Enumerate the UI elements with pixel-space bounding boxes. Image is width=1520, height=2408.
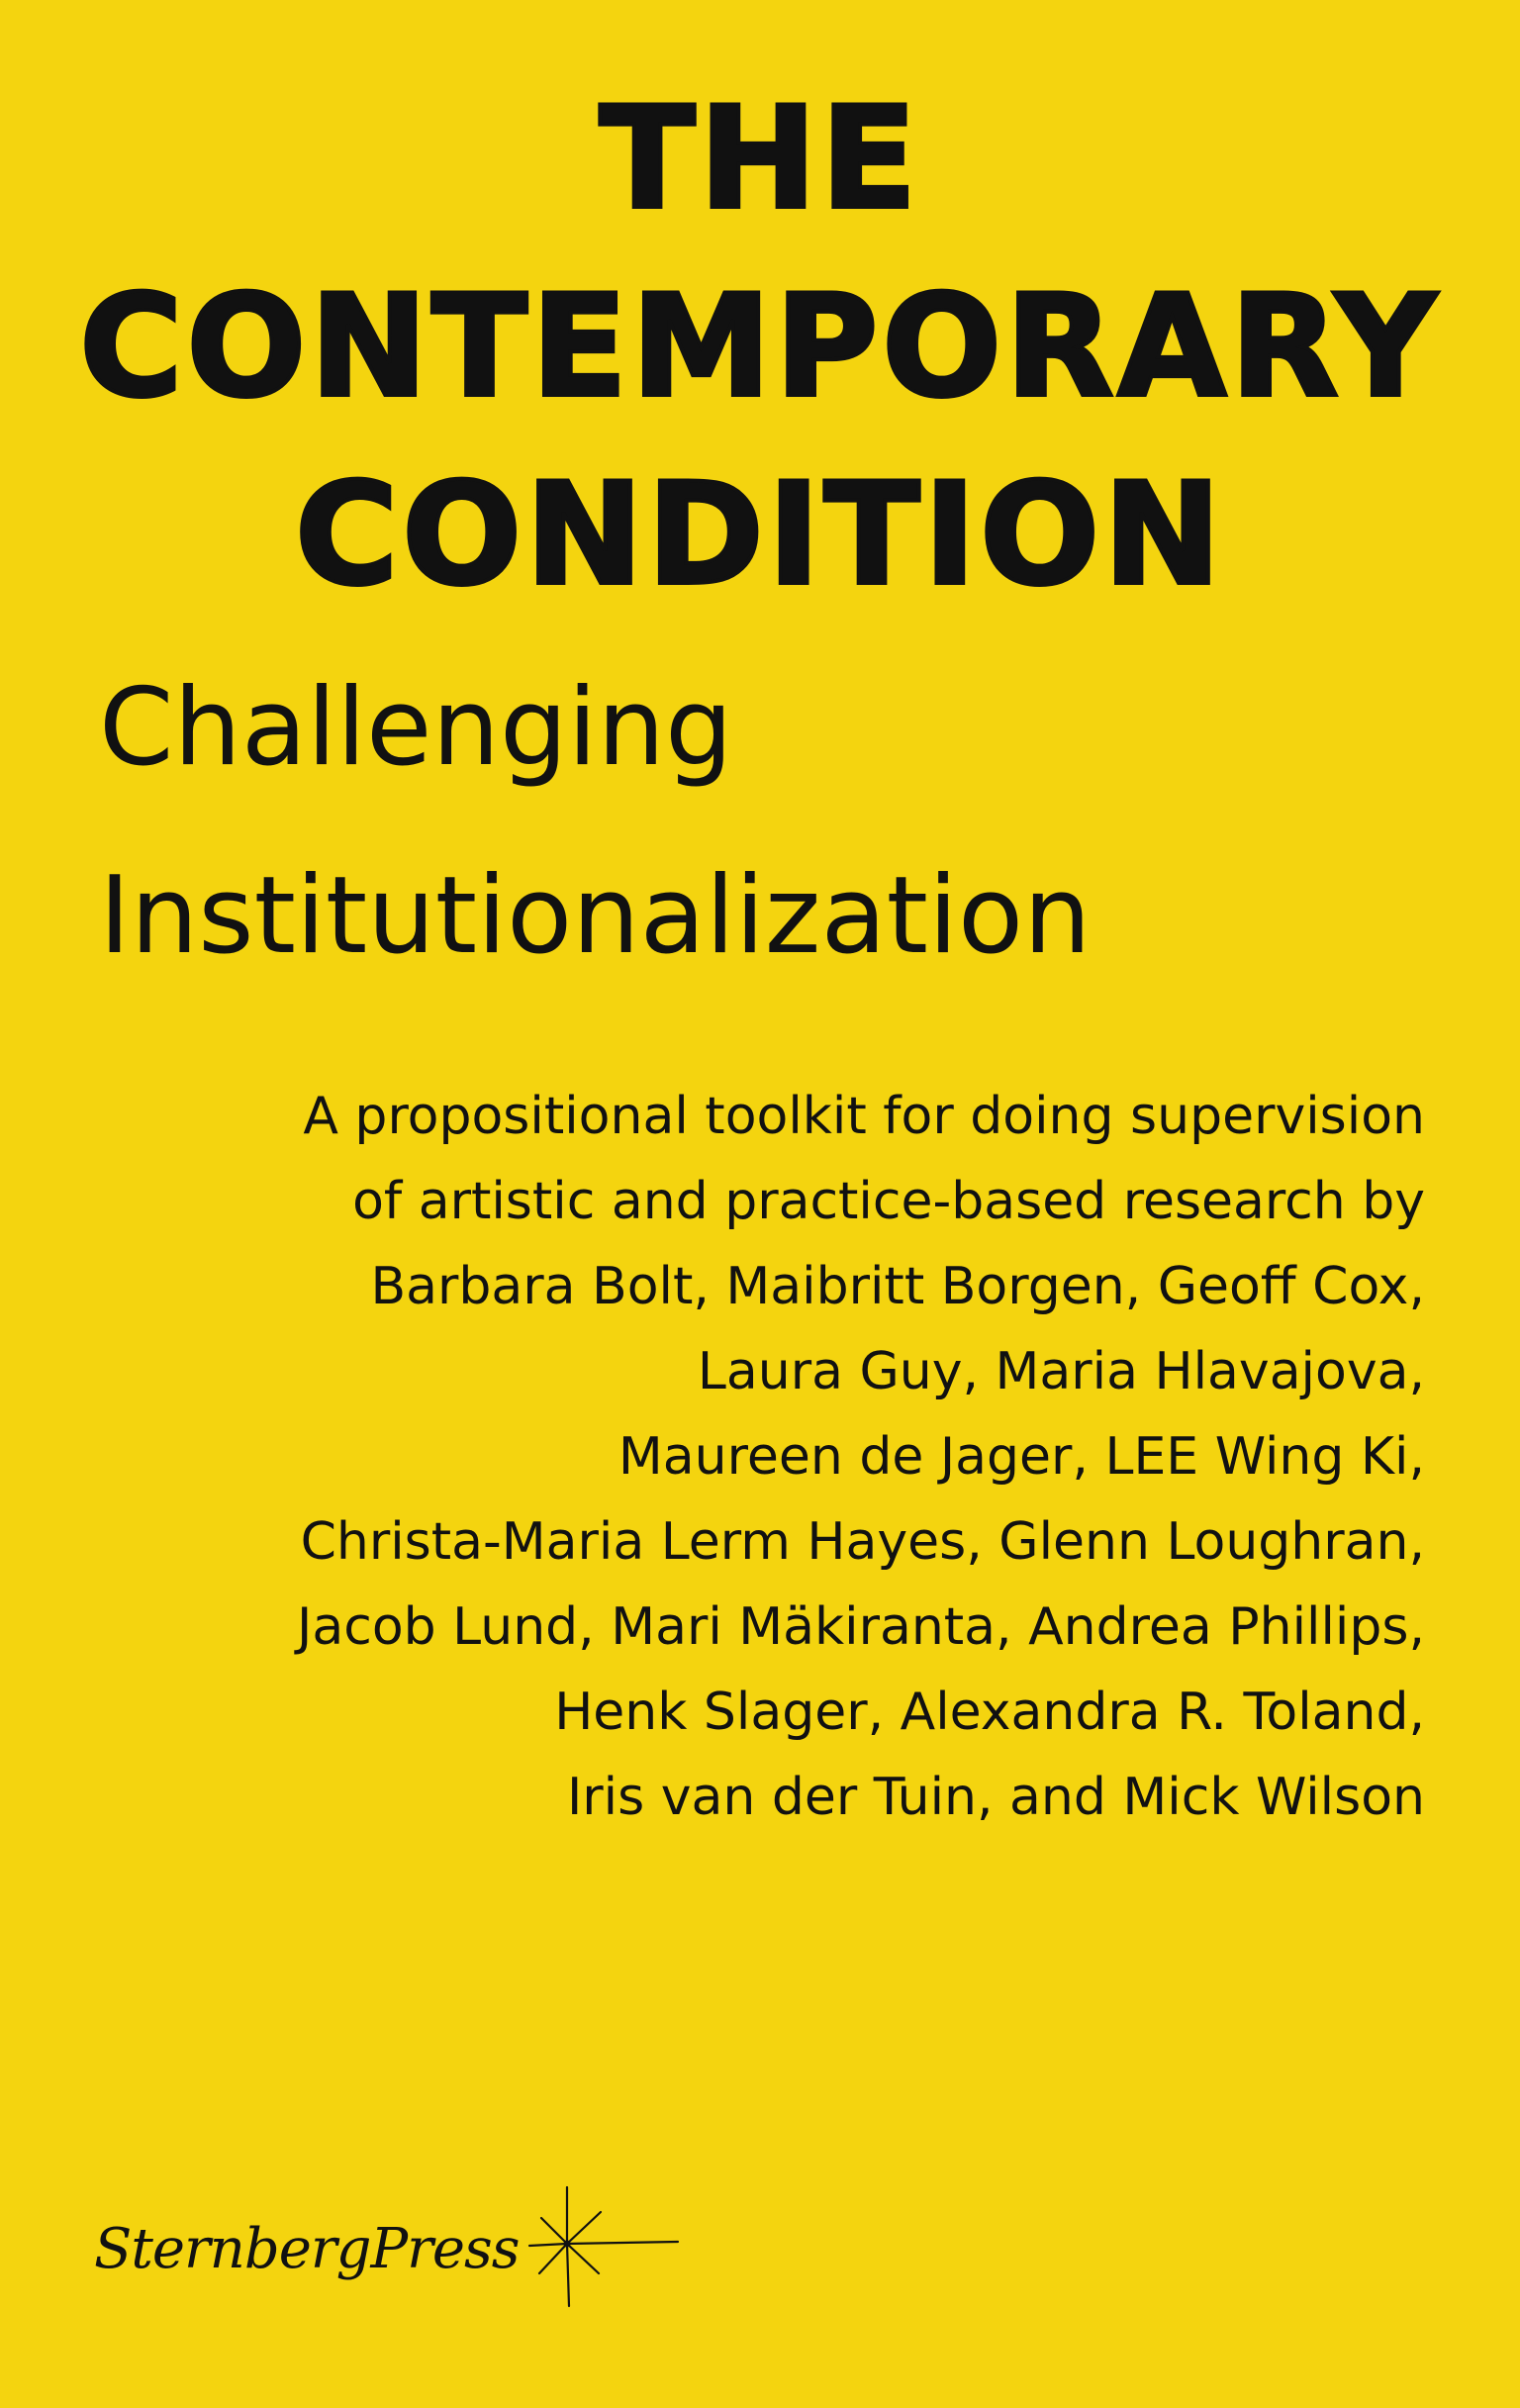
series-title-line-3: CONDITION [295, 453, 1225, 617]
description-line: Christa-Maria Lerm Hayes, Glenn Loughran, [300, 1512, 1425, 1572]
description-line: Henk Slager, Alexandra R. Toland, [554, 1683, 1425, 1742]
description-line: Jacob Lund, Mari Mäkiranta, Andrea Phillips, [297, 1597, 1425, 1657]
description-line: of artistic and practice-based research by [352, 1172, 1425, 1231]
series-title-line-2: CONTEMPORARY [79, 265, 1441, 429]
description-line: A propositional toolkit for doing supervision [303, 1087, 1425, 1146]
star-icon [490, 2182, 688, 2311]
description-line: Maureen de Jager, LEE Wing Ki, [618, 1427, 1425, 1487]
description [59, 1074, 1425, 1840]
book-title-line-2: Institutionalization [99, 854, 1092, 978]
description-line: Laura Guy, Maria Hlavajova, [697, 1342, 1425, 1401]
book-title-line-1: Challenging [99, 666, 733, 790]
publisher-logo [94, 2182, 609, 2301]
publisher-name: SternbergPress [94, 2217, 520, 2281]
series-title-line-1: THE [599, 77, 921, 241]
description-line: Iris van der Tuin, and Mick Wilson [566, 1768, 1425, 1827]
description-line: Barbara Bolt, Maibritt Borgen, Geoff Cox, [370, 1257, 1425, 1316]
